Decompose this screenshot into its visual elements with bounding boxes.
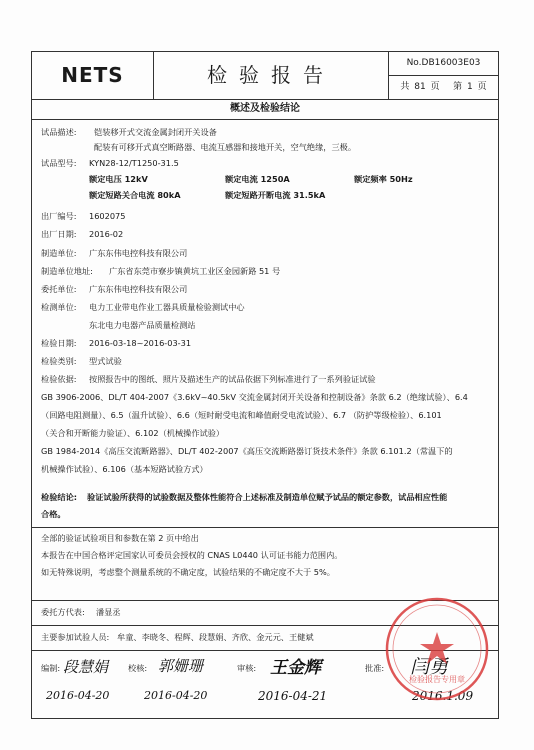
client-label: 委托单位:: [41, 284, 77, 294]
manufacturer-value: 广东东伟电控科技有限公司: [89, 248, 188, 258]
seal-text: 检验报告专用章: [409, 675, 465, 684]
client-value: 广东东伟电控科技有限公司: [89, 284, 188, 294]
witness-label: 委托方代表:: [41, 607, 85, 617]
page-prefix: 第: [453, 82, 463, 92]
address-label: 制造单位地址:: [41, 266, 93, 276]
lab-line-1: 电力工业带电作业工器具质量检验测试中心: [89, 302, 245, 312]
lab-line-2: 东北电力电器产品质量检测站: [89, 320, 196, 330]
page-number: 1: [466, 82, 473, 92]
edit-date: 2016-04-20: [46, 689, 110, 702]
seal-stamp: [384, 596, 490, 702]
approve-signature: 闫勇: [410, 656, 449, 678]
basis-line-2: GB 3906-2006、DL/T 404-2007《3.6kV~40.5kV 交流金属封闭开关设备和控制设备》条款 6.2（绝缘试验）、6.4: [41, 392, 468, 402]
total-pages: 81: [414, 82, 426, 92]
section-title: 概述及检验结论: [32, 99, 498, 120]
document-number: No.DB16003E03: [389, 52, 498, 76]
note-line-2: 本报告在中国合格评定国家认可委员会授权的 CNAS L0440 认可证书能力范围内。: [41, 550, 343, 560]
check-signature: 郭姗珊: [158, 657, 204, 675]
basis-line-6: 机械操作试验）、6.106（基本短路试验方式）: [41, 464, 208, 474]
address-value: 广东省东莞市寮步镇黄坑工业区金园新路 51 号: [109, 266, 281, 276]
model-label: 试品型号:: [41, 158, 77, 168]
desc-line-1: 铠装移开式交流金属封闭开关设备: [94, 127, 217, 137]
check-label: 校核:: [128, 663, 148, 673]
serial-label: 出厂编号:: [41, 211, 77, 221]
rated-frequency: 额定频率 50Hz: [354, 174, 413, 184]
divider-1: [32, 527, 498, 528]
approve-label: 批准:: [365, 663, 385, 673]
note-line-1: 全部的验证试验项目和参数在第 2 页中给出: [41, 533, 199, 543]
participants-label: 主要参加试验人员:: [41, 632, 110, 642]
report-title: 检验报告: [154, 52, 389, 99]
test-type-value: 型式试验: [89, 356, 122, 366]
basis-line-5: GB 1984-2014《高压交流断路器》、DL/T 402-2007《高压交流断路器订货技术条件》条款 6.101.2（常温下的: [41, 446, 453, 456]
test-type-label: 检验类别:: [41, 356, 77, 366]
edit-signature: 段慧娟: [63, 658, 109, 676]
rated-making-current: 额定短路关合电流 80kA: [89, 190, 181, 200]
nets-logo: NETS: [32, 52, 154, 99]
period-label: 检验日期:: [41, 338, 77, 348]
rated-breaking-current: 额定短路开断电流 31.5kA: [225, 190, 326, 200]
lab-label: 检测单位:: [41, 302, 77, 312]
basis-line-1: 按照报告中的图纸、照片及描述生产的试品依据下列标准进行了一系列验证试验: [89, 374, 376, 384]
approve-date: 2016.1.09: [412, 689, 474, 703]
date-label: 出厂日期:: [41, 229, 77, 239]
conclusion-line-2: 合格。: [41, 509, 66, 519]
note-line-3: 如无特殊说明，考虑整个测量系统的不确定度，试验结果的不确定度不大于 5%。: [41, 567, 335, 577]
manufacturer-label: 制造单位:: [41, 248, 77, 258]
witness-value: 潘显丞: [96, 607, 121, 617]
seal-star-icon: [420, 632, 454, 664]
report-header: [32, 52, 498, 100]
page-count: [389, 76, 498, 99]
review-label: 审核:: [237, 663, 257, 673]
edit-label: 编制:: [41, 663, 61, 673]
review-date: 2016-04-21: [258, 689, 328, 703]
rated-current: 额定电流 1250A: [225, 174, 290, 184]
page-suffix: 页: [477, 82, 487, 92]
desc-line-2: 配装有可移开式真空断路器、电流互感器和接地开关，空气绝缘，三极。: [94, 142, 357, 152]
period-value: 2016-03-18~2016-03-31: [89, 338, 192, 348]
conclusion-label: 检验结论:: [41, 492, 78, 502]
basis-label: 检验依据:: [41, 374, 77, 384]
model-value: KYN28-12/T1250-31.5: [89, 158, 179, 168]
total-suffix: 页: [430, 82, 440, 92]
participants-value: 牟童、李晓冬、程辉、段慧娟、齐欣、金元元、王健斌: [117, 632, 314, 642]
date-value: 2016-02: [89, 229, 124, 239]
basis-line-4: （关合和开断能力验证）、6.102（机械操作试验）: [41, 428, 225, 438]
rated-voltage: 额定电压 12kV: [89, 174, 148, 184]
desc-label: 试品描述:: [41, 127, 77, 137]
review-signature: 王金辉: [270, 658, 321, 678]
serial-value: 1602075: [89, 211, 126, 221]
conclusion-line-1: 验证试验所获得的试验数据及整体性能符合上述标准及制造单位赋予试品的额定参数，试品相应性能: [87, 492, 448, 502]
check-date: 2016-04-20: [144, 689, 208, 702]
total-prefix: 共: [400, 82, 410, 92]
basis-line-3: （回路电阻测量）、6.5（温升试验）、6.6（短时耐受电流和峰值耐受电流试验）、6.7 （防护等级检验）、6.101: [41, 410, 442, 420]
